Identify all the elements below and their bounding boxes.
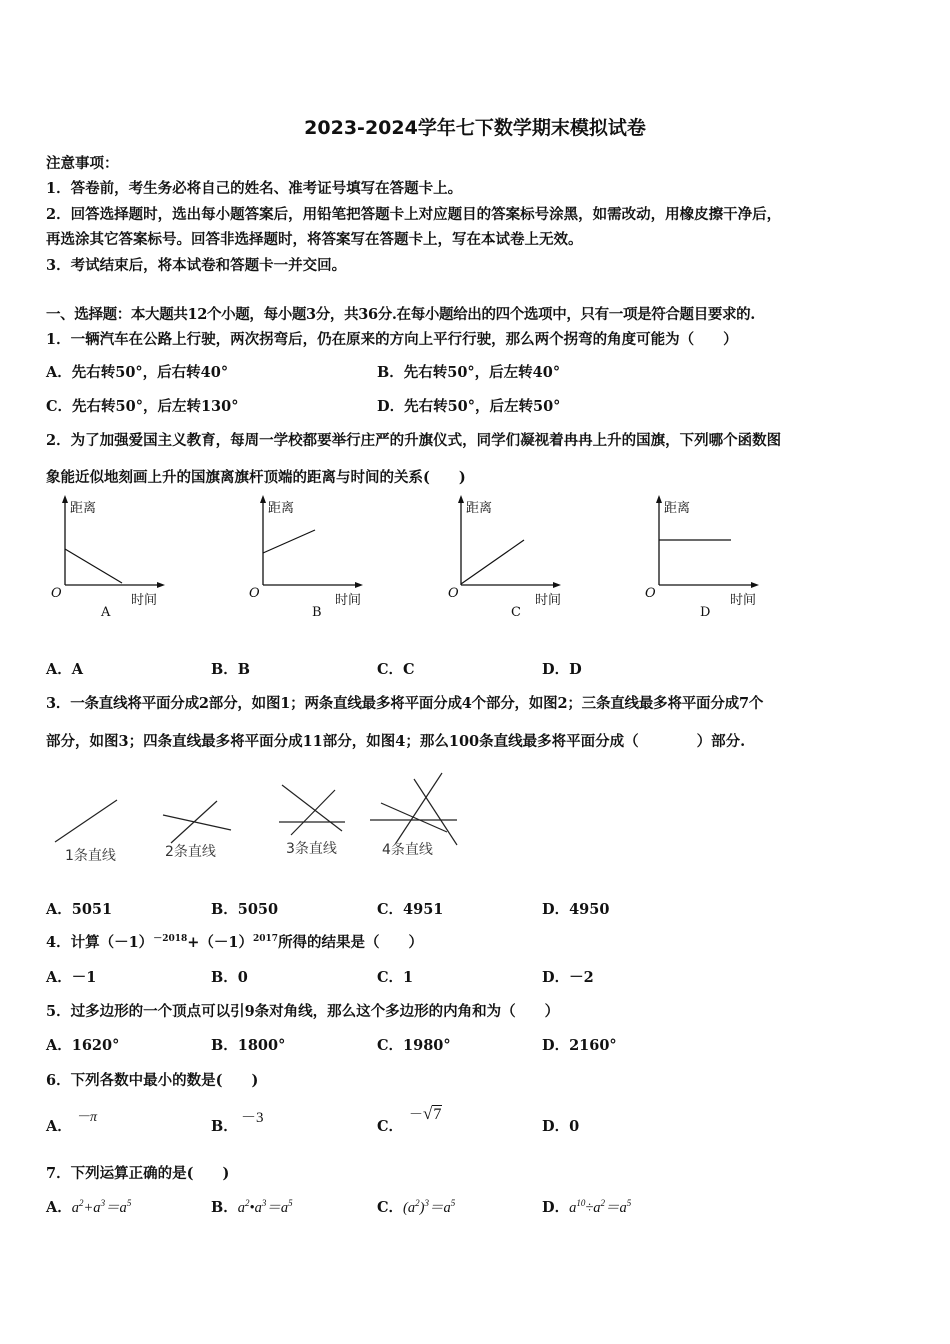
q1-option-c: C．先右转50°，后左转130° xyxy=(46,398,239,415)
q5-option-c: C．1980° xyxy=(377,1037,451,1054)
q2-b-origin: O xyxy=(249,586,260,601)
sqrt-icon: √ xyxy=(423,1104,433,1123)
notice-item-1: 1．答卷前，考生务必将自己的姓名、准考证号填写在答题卡上。 xyxy=(46,180,463,197)
q2-stem-line2: 象能近似地刻画上升的国旗离旗杆顶端的距离与时间的关系( ) xyxy=(46,469,466,486)
q5-option-d: D．2160° xyxy=(542,1037,617,1054)
x-axis-arrow xyxy=(157,582,165,588)
q2-a-xlabel: 时间 xyxy=(131,593,158,608)
q6-stem: 6．下列各数中最小的数是( ) xyxy=(46,1072,259,1089)
q4-stem-prefix: 4．计算（－1） xyxy=(46,934,154,951)
notice-heading: 注意事项： xyxy=(46,155,119,172)
q2-c-origin: O xyxy=(448,586,459,601)
q3-fig4-label: 4条直线 xyxy=(382,842,433,858)
q4-option-b: B．0 xyxy=(211,969,248,986)
q2-d-origin: O xyxy=(645,586,656,601)
q3-stem-line2: 部分，如图3；四条直线最多将平面分成11部分，如图4；那么100条直线最多将平面分成（ ）部分. xyxy=(46,733,746,750)
q6-option-c-label: C． xyxy=(377,1118,404,1135)
q3-figure-4 xyxy=(370,773,457,845)
q5-stem: 5．过多边形的一个顶点可以引9条对角线，那么这个多边形的内角和为（ ） xyxy=(46,1003,560,1020)
q4-option-a: A．－1 xyxy=(46,969,97,986)
q3-option-d: D．4950 xyxy=(542,901,610,918)
q2-b-xlabel: 时间 xyxy=(335,593,362,608)
q2-d-xlabel: 时间 xyxy=(730,593,757,608)
q7-option-a-label: A． xyxy=(46,1199,72,1216)
notice-item-2: 2．回答选择题时，选出每小题答案后，用铅笔把答题卡上对应题目的答案标号涂黑，如需改动，用橡皮擦干净后， xyxy=(46,206,782,223)
q3-fig1-label: 1条直线 xyxy=(65,848,116,864)
q2-d-name: D xyxy=(700,605,711,620)
q7-option-d-label: D． xyxy=(542,1199,570,1216)
q7-option-c-label: C． xyxy=(377,1199,404,1216)
q3-fig2-label: 2条直线 xyxy=(165,844,216,860)
q3-figure-3 xyxy=(279,785,345,835)
q7-option-c xyxy=(377,1196,455,1217)
q6-option-b-value: －3 xyxy=(241,1110,264,1126)
q4-option-c: C．1 xyxy=(377,969,414,986)
q2-option-c: C．C xyxy=(377,661,415,678)
q3-option-a: A．5051 xyxy=(46,901,113,918)
q7-option-b xyxy=(211,1196,293,1217)
q4-exp1: －2018 xyxy=(153,934,188,945)
q7-option-b-label: B． xyxy=(211,1199,238,1216)
graph-line xyxy=(461,540,524,584)
q4-option-d: D．－2 xyxy=(542,969,594,986)
q2-a-name: A xyxy=(101,605,111,620)
q4-stem-mid: +（－1） xyxy=(187,934,253,951)
q7-option-a-expr: $a^2+a^3=a^5$ xyxy=(71,1198,132,1216)
q5-option-b: B．1800° xyxy=(211,1037,286,1054)
graph-line xyxy=(263,530,315,553)
q6-option-c-value xyxy=(409,1104,442,1124)
q6-option-a-label: A． xyxy=(46,1118,72,1135)
q6-option-a-value: －π xyxy=(76,1110,98,1125)
section-heading: 一、选择题：本大题共12个小题，每小题3分，共36分.在每小题给出的四个选项中，只有一项是符合题目要求的. xyxy=(46,306,755,323)
q7-option-a xyxy=(46,1196,131,1217)
q1-option-b: B．先右转50°，后左转40° xyxy=(377,364,561,381)
q2-a-origin: O xyxy=(51,586,62,601)
q5-option-a: A．1620° xyxy=(46,1037,120,1054)
notice-item-2-cont: 再选涂其它答案标号。回答非选择题时，将答案写在答题卡上，写在本试卷上无效。 xyxy=(46,231,583,248)
q6-option-c-radicand: 7 xyxy=(433,1106,442,1123)
q2-option-d: D．D xyxy=(542,661,582,678)
q1-stem: 1．一辆汽车在公路上行驶，两次拐弯后，仍在原来的方向上平行行驶，那么两个拐弯的角度可能为（ ） xyxy=(46,331,738,348)
q2-c-name: C xyxy=(511,605,521,620)
q2-b-name: B xyxy=(312,605,322,620)
q2-d-ylabel: 距离 xyxy=(664,501,691,516)
q2-option-b: B．B xyxy=(211,661,251,678)
q3-option-b: B．5050 xyxy=(211,901,279,918)
q6-option-b-label: B． xyxy=(211,1118,238,1135)
y-axis-arrow xyxy=(62,495,68,503)
q2-c-ylabel: 距离 xyxy=(466,501,493,516)
q6-option-d: D．0 xyxy=(542,1118,580,1135)
graph-line xyxy=(65,549,122,583)
q1-option-d: D．先右转50°，后左转50° xyxy=(377,398,561,415)
q2-option-a: A．A xyxy=(46,661,84,678)
q6-option-c-sign: － xyxy=(409,1108,423,1123)
page-title: 2023-2024学年七下数学期末模拟试卷 xyxy=(304,117,646,139)
q2-c-xlabel: 时间 xyxy=(535,593,562,608)
q1-option-a: A．先右转50°，后右转40° xyxy=(46,364,229,381)
q2-b-ylabel: 距离 xyxy=(268,501,295,516)
q2-stem-line1: 2．为了加强爱国主义教育，每周一学校都要举行庄严的升旗仪式，同学们凝视着冉冉上升的国旗，下列哪个函数图 xyxy=(46,432,782,449)
q3-option-c: C．4951 xyxy=(377,901,444,918)
q7-stem: 7．下列运算正确的是( ) xyxy=(46,1165,230,1182)
q7-option-b-expr: $a^2•a^3=a^5$ xyxy=(237,1198,293,1216)
q3-figure-2 xyxy=(163,801,231,843)
q7-option-d xyxy=(542,1196,631,1217)
q4-exp2: 2017 xyxy=(253,934,279,945)
q4-stem xyxy=(46,931,423,952)
q7-option-d-expr: $a^{10}\div a^2=a^5$ xyxy=(569,1198,632,1216)
notice-item-3: 3．考试结束后，将本试卷和答题卡一并交回。 xyxy=(46,257,347,274)
q2-a-ylabel: 距离 xyxy=(70,501,97,516)
q7-option-c-expr: $(a^2)^3=a^5$ xyxy=(403,1198,456,1216)
q3-stem-line1: 3．一条直线将平面分成2部分，如图1；两条直线最多将平面分成4个部分，如图2；三条直线最多将平面分成7个 xyxy=(46,695,764,712)
q4-stem-suffix: 所得的结果是（ ） xyxy=(278,934,424,951)
q3-fig3-label: 3条直线 xyxy=(286,841,337,857)
q3-figure-1 xyxy=(55,800,117,842)
